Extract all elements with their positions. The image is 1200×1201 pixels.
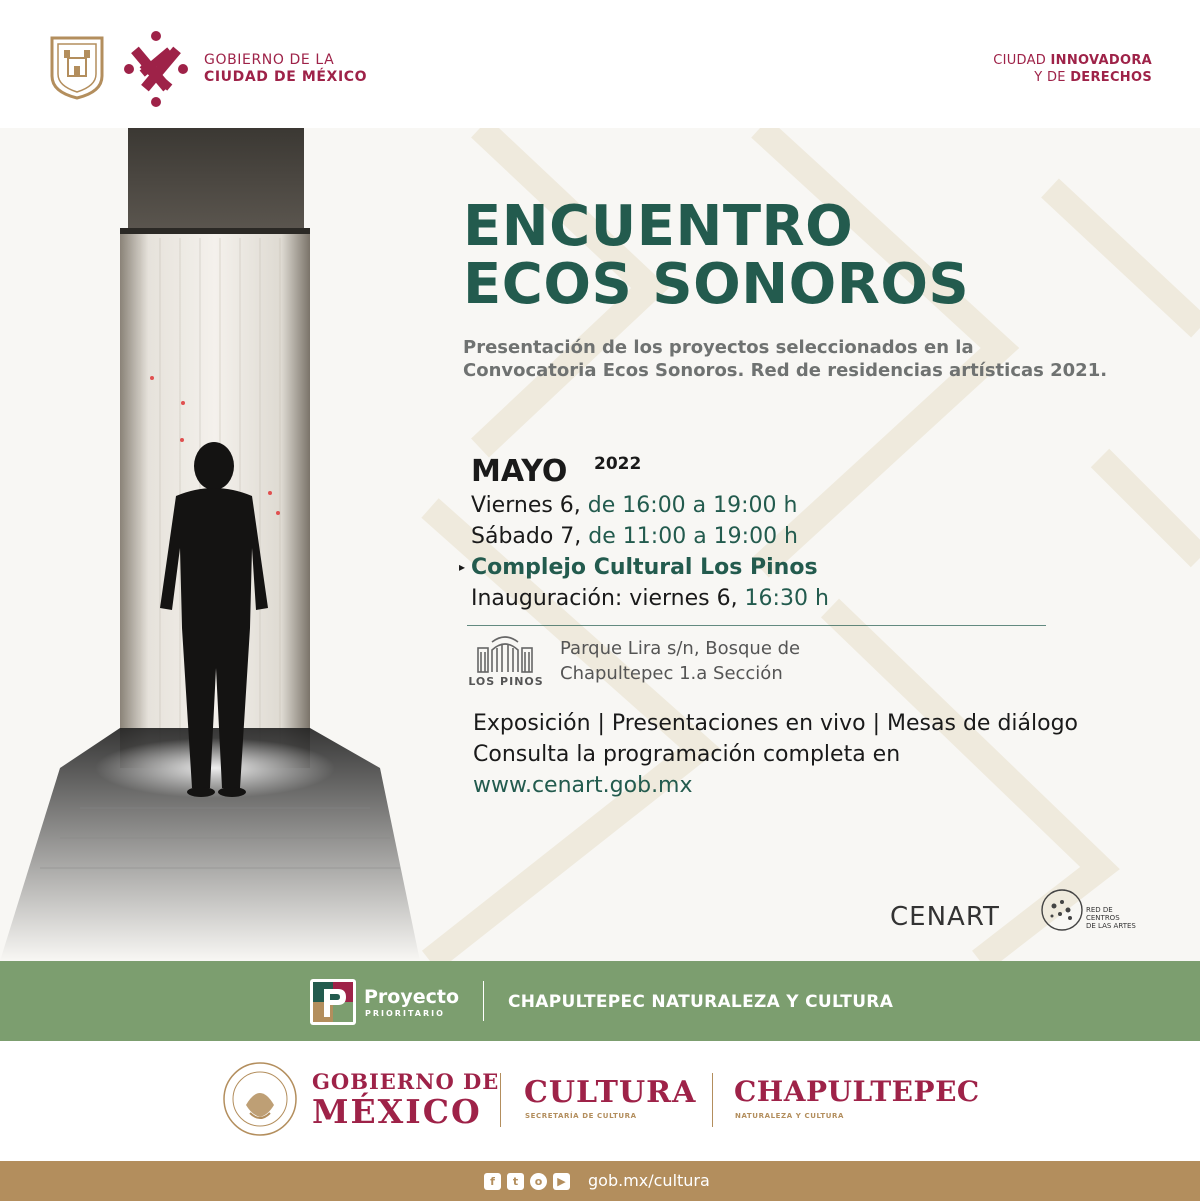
- gob-line1: GOBIERNO DE: [312, 1069, 500, 1094]
- venue-arrow-icon: ▸: [459, 560, 466, 574]
- proyecto-prioritario-icon: [310, 979, 356, 1025]
- youtube-icon[interactable]: ▶: [553, 1173, 570, 1190]
- address-line1: Parque Lira s/n, Bosque de: [560, 638, 801, 659]
- cdmx-logo-icon: [124, 30, 188, 108]
- slogan-line2-b: DERECHOS: [1070, 70, 1152, 85]
- desc-line1: Presentación de los proyectos seleccionados en la: [463, 337, 974, 358]
- gov-cdmx-wordmark: [204, 52, 367, 86]
- twitter-icon[interactable]: t: [507, 1173, 524, 1190]
- performer-photo: [0, 128, 450, 961]
- gov-line2: CIUDAD DE MÉXICO: [204, 69, 368, 85]
- footer-divider-2: [712, 1073, 713, 1127]
- proyecto-label: Proyecto: [364, 986, 460, 1008]
- gob-line2: MÉXICO: [312, 1092, 482, 1131]
- title-line2: ECOS SONOROS: [463, 252, 970, 317]
- band-title: CHAPULTEPEC NATURALEZA Y CULTURA: [508, 992, 894, 1012]
- prioritario-label: PRIORITARIO: [365, 1009, 445, 1018]
- los-pinos-label: LOS PINOS: [468, 675, 544, 688]
- red-centros-artes-text: [1086, 906, 1136, 930]
- red-centros-artes-icon: [1040, 888, 1084, 932]
- footer-divider-1: [500, 1073, 501, 1127]
- venue-name: Complejo Cultural Los Pinos: [471, 555, 818, 580]
- footer: [0, 1041, 1200, 1161]
- address-line2: Chapultepec 1.a Sección: [560, 663, 783, 684]
- day2-label: Sábado 7,: [471, 524, 582, 549]
- inauguration-label: Inauguración: viernes 6,: [471, 586, 738, 611]
- gob-cultura-link[interactable]: gob.mx/cultura: [588, 1171, 710, 1190]
- divider: [467, 625, 1046, 626]
- cultura-wordmark: CULTURA: [524, 1075, 697, 1110]
- day1-time: de 16:00 a 19:00 h: [580, 493, 798, 518]
- cultura-subtitle: SECRETARÍA DE CULTURA: [525, 1112, 637, 1120]
- desc-line2: Convocatoria Ecos Sonoros. Red de residencias artísticas 2021.: [463, 360, 1108, 381]
- header: [0, 0, 1200, 128]
- gov-line1: GOBIERNO DE LA: [204, 52, 335, 68]
- venue: [459, 552, 829, 583]
- schedule-day1: [471, 490, 829, 521]
- event-title: [463, 194, 970, 317]
- mexico-seal-icon: [220, 1059, 300, 1139]
- address: [560, 636, 800, 686]
- chapultepec-wordmark: CHAPULTEPEC: [734, 1075, 980, 1108]
- social-links: [484, 1173, 570, 1190]
- priority-project-band: [0, 961, 1200, 1041]
- inauguration: [471, 583, 829, 614]
- event-description: [463, 336, 1143, 382]
- red-line1: RED DE: [1086, 906, 1113, 914]
- schedule-day2: [471, 521, 829, 552]
- event-year: 2022: [594, 454, 642, 474]
- event-info: [473, 708, 1078, 801]
- event-month: MAYO: [471, 454, 568, 489]
- day2-time: de 11:00 a 19:00 h: [581, 524, 799, 549]
- red-line3: DE LAS ARTES: [1086, 922, 1136, 930]
- slogan-line1-a: CIUDAD: [993, 53, 1051, 68]
- red-line2: CENTROS: [1086, 914, 1120, 922]
- cenart-url-link[interactable]: www.cenart.gob.mx: [473, 773, 693, 798]
- event-poster: [0, 128, 1200, 961]
- slogan-line1-b: INNOVADORA: [1050, 53, 1152, 68]
- title-line1: ENCUENTRO: [463, 194, 854, 259]
- bottom-bar: [0, 1161, 1200, 1201]
- day1-label: Viernes 6,: [471, 493, 581, 518]
- chapultepec-subtitle: NATURALEZA Y CULTURA: [735, 1112, 845, 1120]
- cenart-logo: CENART: [890, 902, 1000, 932]
- cdmx-shield-icon: [50, 36, 104, 100]
- gobierno-de-mexico-wordmark: [312, 1069, 499, 1130]
- event-schedule: [459, 490, 829, 614]
- consult-text: Consulta la programación completa en: [473, 742, 901, 767]
- activities: Exposición | Presentaciones en vivo | Mesas de diálogo: [473, 711, 1078, 736]
- slogan: [993, 52, 1152, 86]
- slogan-line2-a: Y DE: [1034, 70, 1071, 85]
- band-divider: [483, 981, 484, 1021]
- inauguration-time: 16:30 h: [737, 586, 829, 611]
- facebook-icon[interactable]: f: [484, 1173, 501, 1190]
- instagram-icon[interactable]: o: [530, 1173, 547, 1190]
